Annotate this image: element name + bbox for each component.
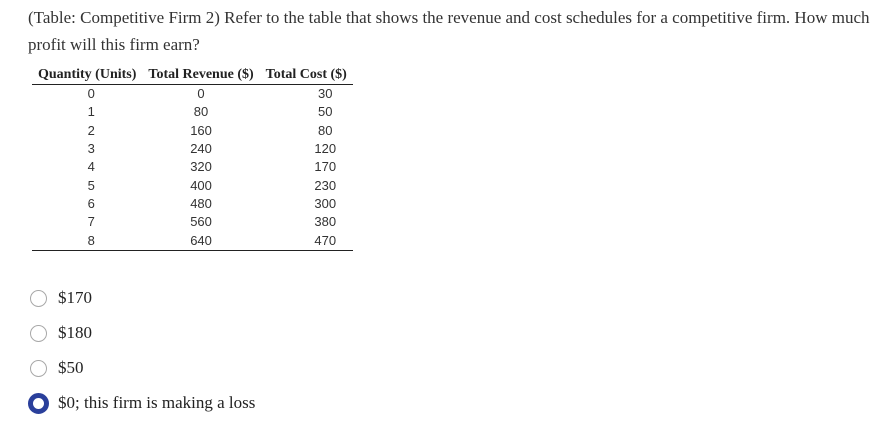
answer-option-180[interactable]: [30, 320, 255, 346]
cell-total-revenue: 80: [193, 104, 209, 120]
cell-total-cost: 470: [260, 231, 353, 250]
cell-total-cost: 230: [314, 177, 337, 193]
cell-quantity: 4: [87, 159, 95, 175]
cell-quantity: 5: [87, 177, 95, 193]
radio-unselected-icon[interactable]: [30, 290, 47, 307]
table-header-row: [32, 66, 353, 85]
radio-unselected-icon[interactable]: [30, 325, 47, 342]
answer-options: [30, 285, 255, 425]
cell-total-cost: 380: [314, 214, 337, 230]
cell-total-revenue: 160: [190, 122, 212, 138]
answer-option-50[interactable]: [30, 355, 255, 381]
cell-total-revenue: 480: [190, 195, 212, 211]
table-row: [32, 176, 353, 194]
table-row: [32, 103, 353, 121]
revenue-cost-table: [32, 66, 353, 251]
cell-total-revenue: 240: [190, 141, 212, 157]
table-row: [32, 231, 353, 250]
table-row: [32, 213, 353, 231]
header-quantity: Quantity (Units): [32, 66, 142, 85]
cell-quantity: 1: [87, 104, 95, 120]
question-text: (Table: Competitive Firm 2) Refer to the table that shows the revenue and cost schedules for a competitive firm. How much profit will this firm earn?: [28, 8, 870, 54]
cell-total-cost: 80: [318, 122, 333, 138]
header-total-revenue: Total Revenue ($): [142, 66, 259, 85]
cell-total-cost: 50: [318, 104, 333, 120]
table-row: [32, 140, 353, 158]
option-label: $0; this firm is making a loss: [58, 393, 256, 412]
option-label: $180: [58, 323, 92, 342]
cell-quantity: 2: [87, 122, 95, 138]
radio-selected-icon[interactable]: [28, 393, 49, 414]
answer-option-loss[interactable]: [30, 390, 255, 416]
cell-total-cost: 30: [318, 86, 333, 102]
header-total-cost: Total Cost ($): [260, 66, 353, 85]
cell-total-revenue: 320: [190, 159, 212, 175]
table-row: [32, 85, 353, 104]
option-label: $50: [58, 358, 84, 377]
cell-total-cost: 300: [314, 195, 337, 211]
table-row: [32, 122, 353, 140]
cell-total-revenue: 0: [197, 86, 205, 102]
cell-quantity: 0: [87, 86, 95, 102]
cell-total-cost: 120: [314, 141, 337, 157]
table-row: [32, 195, 353, 213]
cell-quantity: 6: [87, 195, 95, 211]
answer-option-170[interactable]: [30, 285, 255, 311]
table-row: [32, 158, 353, 176]
option-label: $170: [58, 288, 92, 307]
cell-quantity: 3: [87, 141, 95, 157]
cell-quantity: 7: [87, 214, 95, 230]
cell-total-revenue: 400: [190, 177, 212, 193]
cell-total-cost: 170: [314, 159, 337, 175]
radio-unselected-icon[interactable]: [30, 360, 47, 377]
cell-total-revenue: 640: [142, 231, 259, 250]
cell-total-revenue: 560: [190, 214, 212, 230]
cell-quantity: 8: [32, 231, 142, 250]
